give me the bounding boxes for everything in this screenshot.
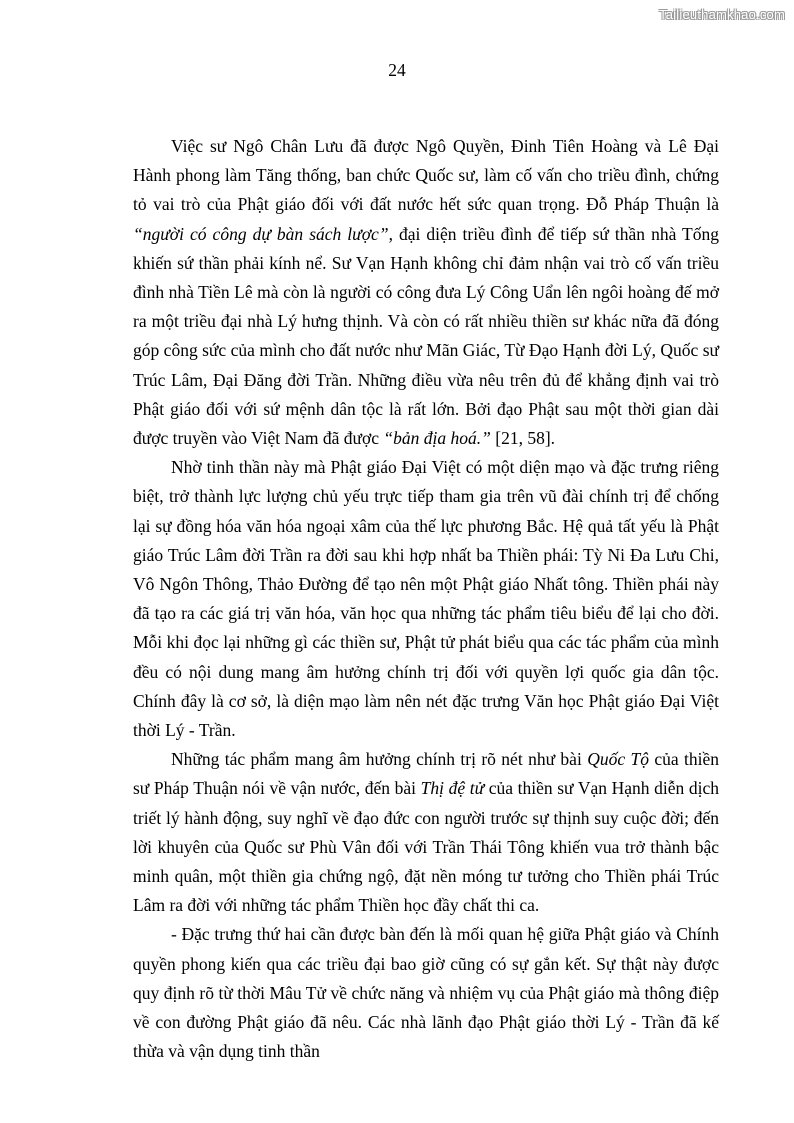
- text-segment: của thiền sư Vạn Hạnh diễn dịch triết lý hành động, suy nghĩ về đạo đức con người trước sự thịnh suy cuộc đời; đến lời khuyên của Quốc sư Phù Vân đối với Trần Thái Tông khiến vua trở thành bậc minh quân, một thiền gia chứng ngộ, đặt nền móng tư tưởng cho Thiền phái Trúc Lâm ra đời với những tác phẩm Thiền học đầy chất thi ca.: [133, 778, 719, 916]
- paragraph-1: [133, 132, 719, 453]
- text-segment: - Đặc trưng thứ hai cần được bàn đến là mối quan hệ giữa Phật giáo và Chính quyền phong kiến qua các triều đại bao giờ cũng có sự gắn kết. Sự thật này được quy định rõ từ thời Mâu Tử về chức năng và nhiệm vụ của Phật giáo mà thông điệp về con đường Phật giáo đã nêu. Các nhà lãnh đạo Phật giáo thời Lý - Trần đã kế thừa và vận dụng tinh thần: [133, 924, 719, 1062]
- work-title: Thị đệ tử: [420, 778, 485, 799]
- paragraph-3: [133, 745, 719, 920]
- paragraph-2: [133, 453, 719, 745]
- text-segment: Nhờ tinh thần này mà Phật giáo Đại Việt có một diện mạo và đặc trưng riêng biệt, trở thành lực lượng chủ yếu trực tiếp tham gia trên vũ đài chính trị để chống lại sự đồng hóa văn hóa ngoại xâm của thế lực phương Bắc. Hệ quả tất yếu là Phật giáo Trúc Lâm đời Trần ra đời sau khi hợp nhất ba Thiền phái: Tỳ Ni Đa Lưu Chi, Vô Ngôn Thông, Thảo Đường để tạo nên một Phật giáo Nhất tông. Thiền phái này đã tạo ra các giá trị văn hóa, văn học qua những tác phẩm tiêu biểu để lại cho đời. Mỗi khi đọc lại những gì các thiền sư, Phật tử phát biểu qua các tác phẩm của mình đều có nội dung mang âm hưởng chính trị đối với quyền lợi quốc gia dân tộc. Chính đây là cơ sở, là diện mạo làm nên nét đặc trưng Văn học Phật giáo Đại Việt thời Lý - Trần.: [133, 457, 719, 741]
- text-segment: Những tác phẩm mang âm hưởng chính trị rõ nét như bài: [171, 749, 588, 770]
- quote-emphasis: “người có công dự bàn sách lược”: [133, 223, 389, 244]
- page-number: 24: [388, 60, 406, 80]
- text-segment: của thiền sư Pháp Thuận nói về vận nước, đến bài: [133, 749, 720, 799]
- document-body: [133, 132, 719, 1067]
- text-segment: Việc sư Ngô Chân Lưu đã được Ngô Quyền, Đinh Tiên Hoàng và Lê Đại Hành phong làm Tăng thống, ban chức Quốc sư, làm cố vấn cho triều đình, chứng tỏ vai trò của Phật giáo đối với đất nước hết sức quan trọng. Đỗ Pháp Thuận là: [133, 136, 719, 215]
- text-segment: , đại diện triều đình để tiếp sứ thần nhà Tống khiến sứ thần phải kính nể. Sư Vạn Hạnh không chỉ đảm nhận vai trò cố vấn triều đình nhà Tiền Lê mà còn là người có công đưa Lý Công Uẩn lên ngôi hoàng đế mở ra một triều đại nhà Lý hưng thịnh. Và còn có rất nhiều thiền sư khác nữa đã đóng góp công sức của mình cho đất nước như Mãn Giác, Từ Đạo Hạnh đời Lý, Quốc sư Trúc Lâm, Đại Đăng đời Trần. Những điều vừa nêu trên đủ để khẳng định vai trò Phật giáo đối với sứ mệnh dân tộc là rất lớn. Bởi đạo Phật sau một thời gian dài được truyền vào Việt Nam đã được: [133, 223, 719, 449]
- citation: [21, 58].: [490, 428, 556, 449]
- work-title: Quốc Tộ: [587, 749, 649, 770]
- quote-emphasis: “bản địa hoá.”: [383, 428, 491, 449]
- paragraph-4: [133, 920, 719, 1066]
- watermark-text: Tailieuthamkhao.com: [659, 7, 785, 22]
